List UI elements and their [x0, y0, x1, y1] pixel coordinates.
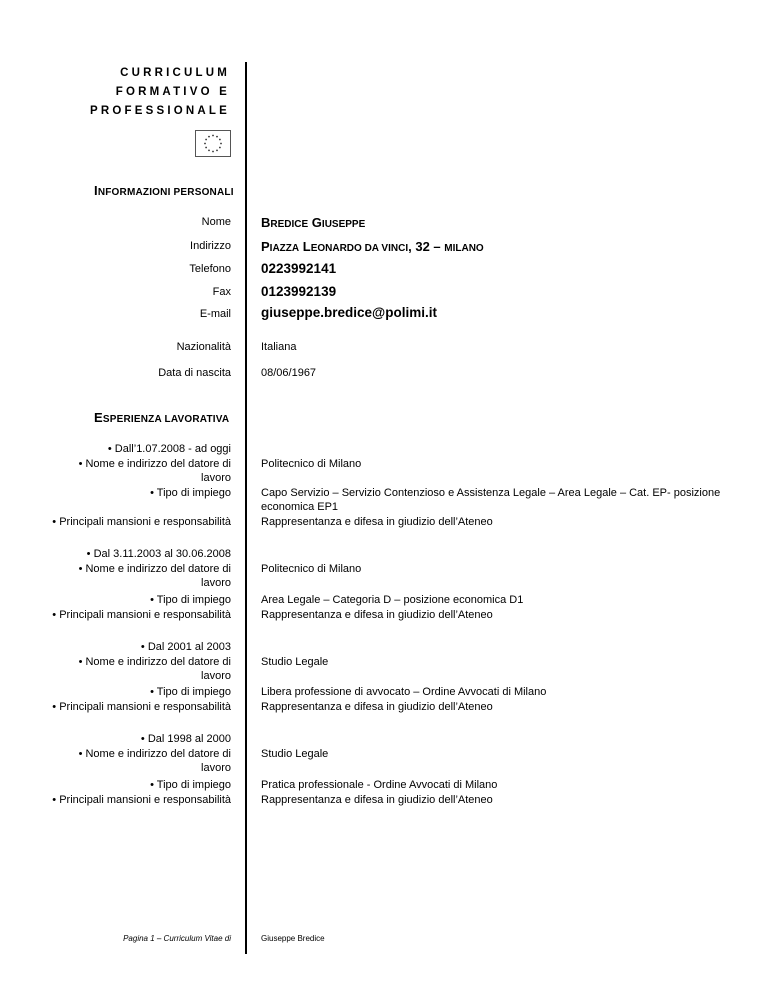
footer-name: Giuseppe Bredice [261, 934, 325, 943]
entry-3-employer-value: Studio Legale [261, 656, 329, 668]
entry-3-duties-value: Rappresentanza e difesa in giudizio dell’Ateneo [261, 701, 493, 713]
nascita-label: Data di nascita [158, 367, 231, 379]
nascita-value: 08/06/1967 [261, 367, 317, 379]
entry-2-period: • Dal 3.11.2003 al 30.06.2008 [86, 548, 231, 560]
entry-2-employer-value: Politecnico di Milano [261, 563, 362, 575]
telefono-label: Telefono [189, 263, 231, 275]
entry-4-duties-label: • Principali mansioni e responsabilità [52, 794, 231, 806]
email-label: E-mail [199, 308, 231, 320]
entry-4-type-value: Pratica professionale - Ordine Avvocati di Milano [261, 779, 498, 791]
entry-3-duties-label: • Principali mansioni e responsabilità [52, 701, 231, 713]
entry-1-duties-label: • Principali mansioni e responsabilità [52, 516, 231, 528]
entry-4-employer-label: • Nome e indirizzo del datore di [78, 748, 231, 760]
nazionalita-value: Italiana [261, 341, 297, 353]
eu-flag-icon [195, 130, 231, 157]
entry-2-type-label: • Tipo di impiego [150, 594, 231, 606]
entry-1-type-value-cont: economica EP1 [261, 501, 339, 513]
entry-4-period: • Dal 1998 al 2000 [140, 733, 231, 745]
entry-1-employer-label-cont: lavoro [201, 472, 231, 484]
entry-3-employer-label-cont: lavoro [201, 670, 231, 682]
entry-4-duties-value: Rappresentanza e difesa in giudizio dell’Ateneo [261, 794, 493, 806]
personal-section-title: INFORMAZIONI PERSONALI [94, 183, 234, 198]
fax-label: Fax [212, 286, 231, 298]
fax-value: 0123992139 [261, 284, 337, 299]
title-line-1: CURRICULUM [120, 67, 230, 79]
telefono-value: 0223992141 [261, 261, 337, 276]
entry-1-employer-value: Politecnico di Milano [261, 458, 362, 470]
entry-2-type-value: Area Legale – Categoria D – posizione economica D1 [261, 594, 524, 606]
entry-3-period: • Dal 2001 al 2003 [140, 641, 231, 653]
email-value: giuseppe.bredice@polimi.it [261, 305, 437, 320]
entry-3-type-label: • Tipo di impiego [150, 686, 231, 698]
entry-3-employer-label: • Nome e indirizzo del datore di [78, 656, 231, 668]
title-line-2: FORMATIVO E [115, 86, 230, 98]
nazionalita-label: Nazionalità [176, 341, 231, 353]
column-divider [245, 62, 247, 954]
title-line-3: PROFESSIONALE [89, 105, 230, 117]
entry-2-employer-label-cont: lavoro [201, 577, 231, 589]
entry-4-employer-label-cont: lavoro [201, 762, 231, 774]
entry-1-duties-value: Rappresentanza e difesa in giudizio dell’Ateneo [261, 516, 493, 528]
entry-1-type-label: • Tipo di impiego [150, 487, 231, 499]
entry-3-type-value: Libera professione di avvocato – Ordine Avvocati di Milano [261, 686, 547, 698]
entry-4-employer-value: Studio Legale [261, 748, 329, 760]
entry-2-duties-value: Rappresentanza e difesa in giudizio dell’Ateneo [261, 609, 493, 621]
entry-2-employer-label: • Nome e indirizzo del datore di [78, 563, 231, 575]
entry-1-employer-label: • Nome e indirizzo del datore di [78, 458, 231, 470]
indirizzo-label: Indirizzo [190, 240, 231, 252]
entry-2-duties-label: • Principali mansioni e responsabilità [52, 609, 231, 621]
entry-1-period: • Dall’1.07.2008 - ad oggi [107, 443, 231, 455]
nome-value: BREDICE GIUSEPPE [261, 215, 366, 230]
entry-1-type-value: Capo Servizio – Servizio Contenzioso e Assistenza Legale – Area Legale – Cat. EP- posizione [261, 487, 721, 499]
indirizzo-value: PIAZZA LEONARDO DA VINCI, 32 – MILANO [261, 239, 484, 254]
experience-section-title: ESPERIENZA LAVORATIVA [94, 410, 230, 425]
nome-label: Nome [201, 216, 231, 228]
entry-4-type-label: • Tipo di impiego [150, 779, 231, 791]
footer-page-label: Pagina 1 – Curriculum Vitae di [123, 934, 231, 943]
